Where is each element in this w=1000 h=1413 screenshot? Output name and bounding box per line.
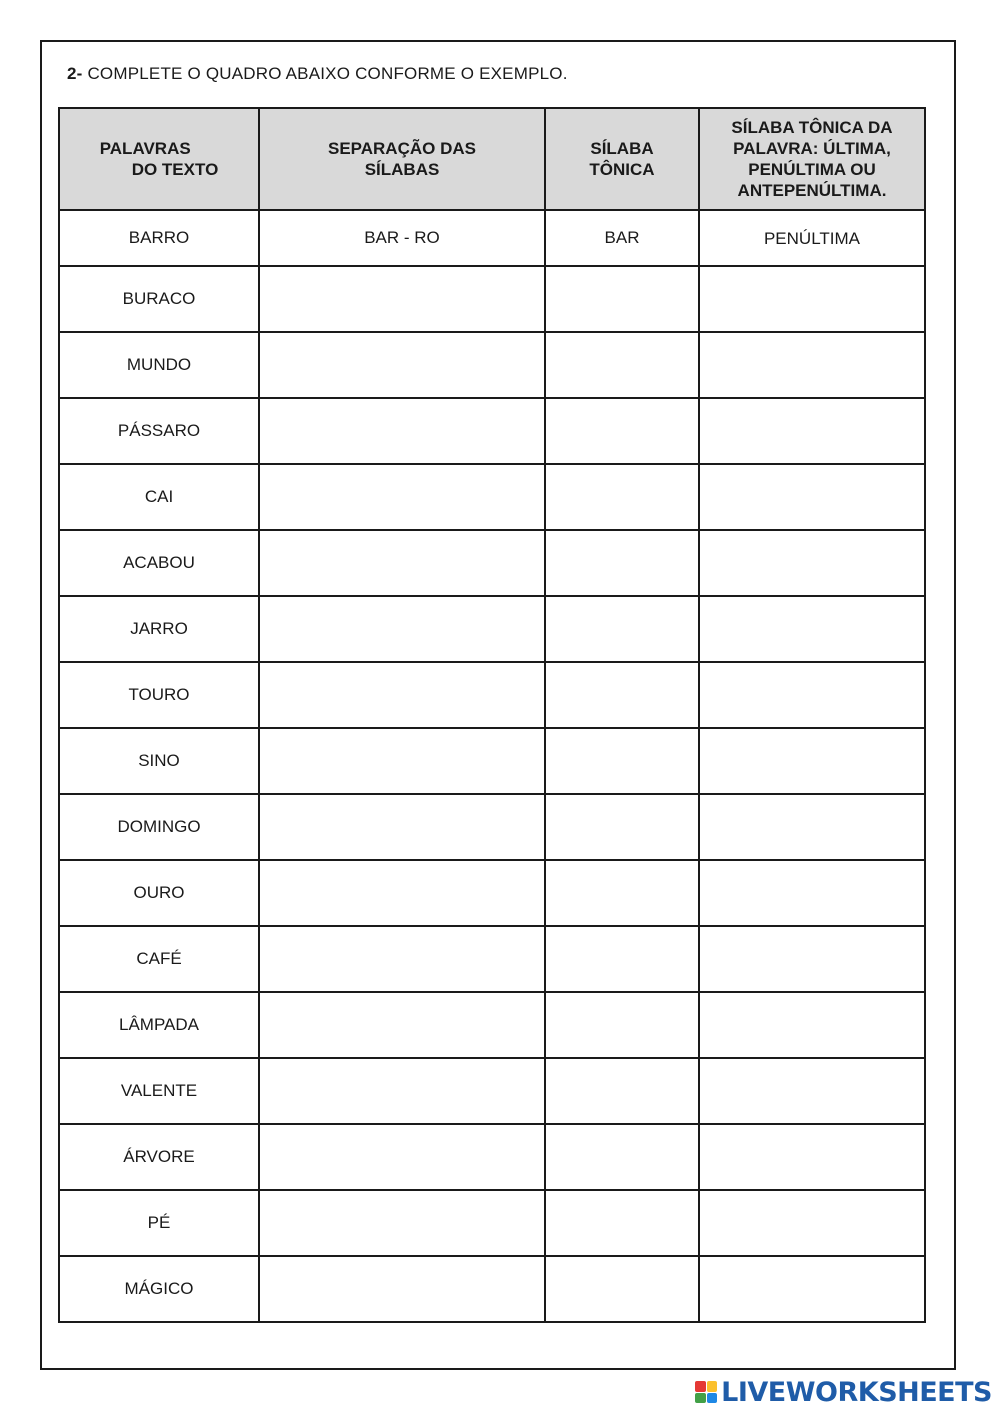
header-words-line1: PALAVRAS (99, 139, 191, 158)
separation-answer-cell[interactable] (259, 266, 545, 332)
tonic-answer-cell[interactable] (545, 728, 699, 794)
word-row (59, 662, 925, 728)
separation-answer-cell[interactable] (259, 398, 545, 464)
instruction-text: COMPLETE O QUADRO ABAIXO CONFORME O EXEMPLO. (82, 64, 568, 83)
liveworksheets-logo-icon (695, 1381, 717, 1403)
example-row (59, 210, 925, 266)
tonic-answer-cell[interactable] (545, 1190, 699, 1256)
tonic-answer-cell[interactable] (545, 992, 699, 1058)
word-row (59, 794, 925, 860)
word-row (59, 1058, 925, 1124)
word-cell: TOURO (59, 662, 259, 728)
word-row (59, 1190, 925, 1256)
tonic-answer-cell[interactable] (545, 926, 699, 992)
header-separation (259, 108, 545, 210)
position-answer-cell[interactable] (699, 992, 925, 1058)
separation-answer-cell[interactable] (259, 530, 545, 596)
header-separation-line2: SÍLABAS (364, 160, 440, 179)
syllable-table (58, 107, 926, 1323)
word-row (59, 398, 925, 464)
logo-square-red (695, 1381, 706, 1392)
tonic-answer-cell[interactable] (545, 860, 699, 926)
liveworksheets-watermark (695, 1377, 992, 1407)
word-row (59, 860, 925, 926)
tonic-answer-cell[interactable] (545, 398, 699, 464)
logo-square-blue (707, 1393, 718, 1404)
header-words (59, 108, 259, 210)
header-position-line4: ANTEPENÚLTIMA. (737, 181, 887, 200)
separation-answer-cell[interactable] (259, 1124, 545, 1190)
position-answer-cell[interactable] (699, 926, 925, 992)
position-answer-cell[interactable] (699, 728, 925, 794)
word-row (59, 728, 925, 794)
header-words-line2: DO TEXTO (131, 160, 219, 179)
position-answer-cell[interactable] (699, 332, 925, 398)
word-cell: ÁRVORE (59, 1124, 259, 1190)
separation-answer-cell[interactable] (259, 728, 545, 794)
logo-square-green (695, 1393, 706, 1404)
tonic-answer-cell[interactable] (545, 332, 699, 398)
word-cell: OURO (59, 860, 259, 926)
separation-answer-cell[interactable] (259, 596, 545, 662)
tonic-answer-cell[interactable] (545, 1256, 699, 1322)
example-position: PENÚLTIMA (699, 210, 925, 266)
position-answer-cell[interactable] (699, 398, 925, 464)
word-cell: JARRO (59, 596, 259, 662)
tonic-answer-cell[interactable] (545, 596, 699, 662)
word-cell: MÁGICO (59, 1256, 259, 1322)
instruction (67, 64, 568, 84)
separation-answer-cell[interactable] (259, 926, 545, 992)
position-answer-cell[interactable] (699, 1190, 925, 1256)
word-cell: MUNDO (59, 332, 259, 398)
position-answer-cell[interactable] (699, 1124, 925, 1190)
tonic-answer-cell[interactable] (545, 1058, 699, 1124)
position-answer-cell[interactable] (699, 1058, 925, 1124)
word-cell: BURACO (59, 266, 259, 332)
word-cell: CAI (59, 464, 259, 530)
tonic-answer-cell[interactable] (545, 1124, 699, 1190)
header-position-line2: PALAVRA: ÚLTIMA, (733, 139, 891, 158)
word-row (59, 266, 925, 332)
word-row (59, 596, 925, 662)
header-position-line3: PENÚLTIMA OU (748, 160, 876, 179)
word-cell: CAFÉ (59, 926, 259, 992)
word-cell: PÉ (59, 1190, 259, 1256)
tonic-answer-cell[interactable] (545, 530, 699, 596)
word-cell: VALENTE (59, 1058, 259, 1124)
separation-answer-cell[interactable] (259, 1256, 545, 1322)
word-cell: PÁSSARO (59, 398, 259, 464)
tonic-answer-cell[interactable] (545, 794, 699, 860)
example-tonic: BAR (545, 210, 699, 266)
example-word: BARRO (59, 210, 259, 266)
watermark-text: LIVEWORKSHEETS (721, 1376, 992, 1408)
word-row (59, 926, 925, 992)
word-row (59, 332, 925, 398)
header-separation-line1: SEPARAÇÃO DAS (328, 139, 476, 158)
position-answer-cell[interactable] (699, 794, 925, 860)
word-cell: LÂMPADA (59, 992, 259, 1058)
tonic-answer-cell[interactable] (545, 266, 699, 332)
tonic-answer-cell[interactable] (545, 662, 699, 728)
position-answer-cell[interactable] (699, 530, 925, 596)
example-separation: BAR - RO (259, 210, 545, 266)
header-position (699, 108, 925, 210)
position-answer-cell[interactable] (699, 1256, 925, 1322)
position-answer-cell[interactable] (699, 860, 925, 926)
separation-answer-cell[interactable] (259, 1190, 545, 1256)
separation-answer-cell[interactable] (259, 1058, 545, 1124)
header-tonic-line1: SÍLABA (590, 139, 654, 158)
position-answer-cell[interactable] (699, 596, 925, 662)
separation-answer-cell[interactable] (259, 332, 545, 398)
word-cell: ACABOU (59, 530, 259, 596)
separation-answer-cell[interactable] (259, 794, 545, 860)
word-row (59, 992, 925, 1058)
position-answer-cell[interactable] (699, 662, 925, 728)
instruction-number: 2- (67, 64, 83, 83)
word-row (59, 1124, 925, 1190)
word-row (59, 1256, 925, 1322)
word-row (59, 530, 925, 596)
position-answer-cell[interactable] (699, 266, 925, 332)
tonic-answer-cell[interactable] (545, 464, 699, 530)
word-row (59, 464, 925, 530)
word-cell: SINO (59, 728, 259, 794)
header-position-line1: SÍLABA TÔNICA DA (731, 118, 893, 137)
header-tonic (545, 108, 699, 210)
word-cell: DOMINGO (59, 794, 259, 860)
separation-answer-cell[interactable] (259, 860, 545, 926)
position-answer-cell[interactable] (699, 464, 925, 530)
separation-answer-cell[interactable] (259, 662, 545, 728)
separation-answer-cell[interactable] (259, 464, 545, 530)
header-tonic-line2: TÔNICA (589, 160, 655, 179)
header-row (59, 108, 925, 210)
logo-square-yellow (707, 1381, 718, 1392)
separation-answer-cell[interactable] (259, 992, 545, 1058)
